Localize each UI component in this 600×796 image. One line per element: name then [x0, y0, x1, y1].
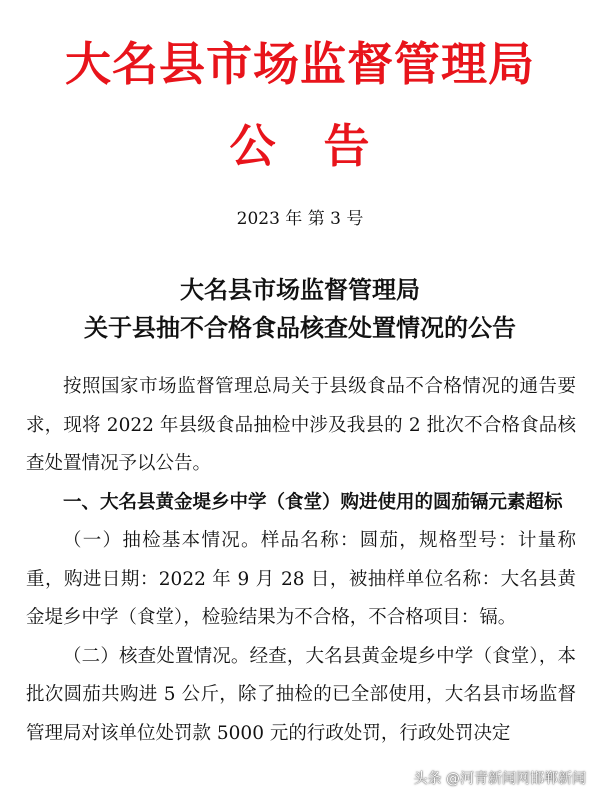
subsection-paragraph-1: （一）抽检基本情况。样品名称：圆茄，规格型号：计量称重，购进日期：2022 年 9 月 28 日，被抽样单位名称：大名县黄金堤乡中学（食堂），检验结果为不合格，不合格项目：镉。 [26, 530, 576, 628]
subsection-paragraph-2: （二）核查处置情况。经查，大名县黄金堤乡中学（食堂），本批次圆茄共购进 5 公斤，除了抽检的已全部使用，大名县市场监督管理局对该单位处罚款 5000 元的行政处罚，行政处罚决定 [26, 645, 576, 744]
notice-header: 公 告 [229, 119, 371, 173]
watermark-text: 头条 @河青新闻网邯郸新闻 [413, 771, 586, 787]
announcement-title-line-2: 关于县抽不合格食品核查处置情况的公告 [84, 313, 516, 342]
agency-header: 大名县市场监督管理局 [65, 37, 535, 91]
section-heading-1: 一、大名县黄金堤乡中学（食堂）购进使用的圆茄镉元素超标 [63, 491, 563, 513]
intro-paragraph: 按照国家市场监督管理总局关于县级食品不合格情况的通告要求，现将 2022 年县级食品抽检中涉及我县的 2 批次不合格食品核查处置情况予以公告。 [26, 376, 576, 474]
announcement-title-line-1: 大名县市场监督管理局 [180, 275, 420, 304]
toutiao-logo-icon [396, 771, 410, 785]
announcement-body [26, 368, 576, 753]
source-watermark [392, 766, 590, 790]
document-number: 2023 年 第 3 号 [236, 209, 364, 229]
